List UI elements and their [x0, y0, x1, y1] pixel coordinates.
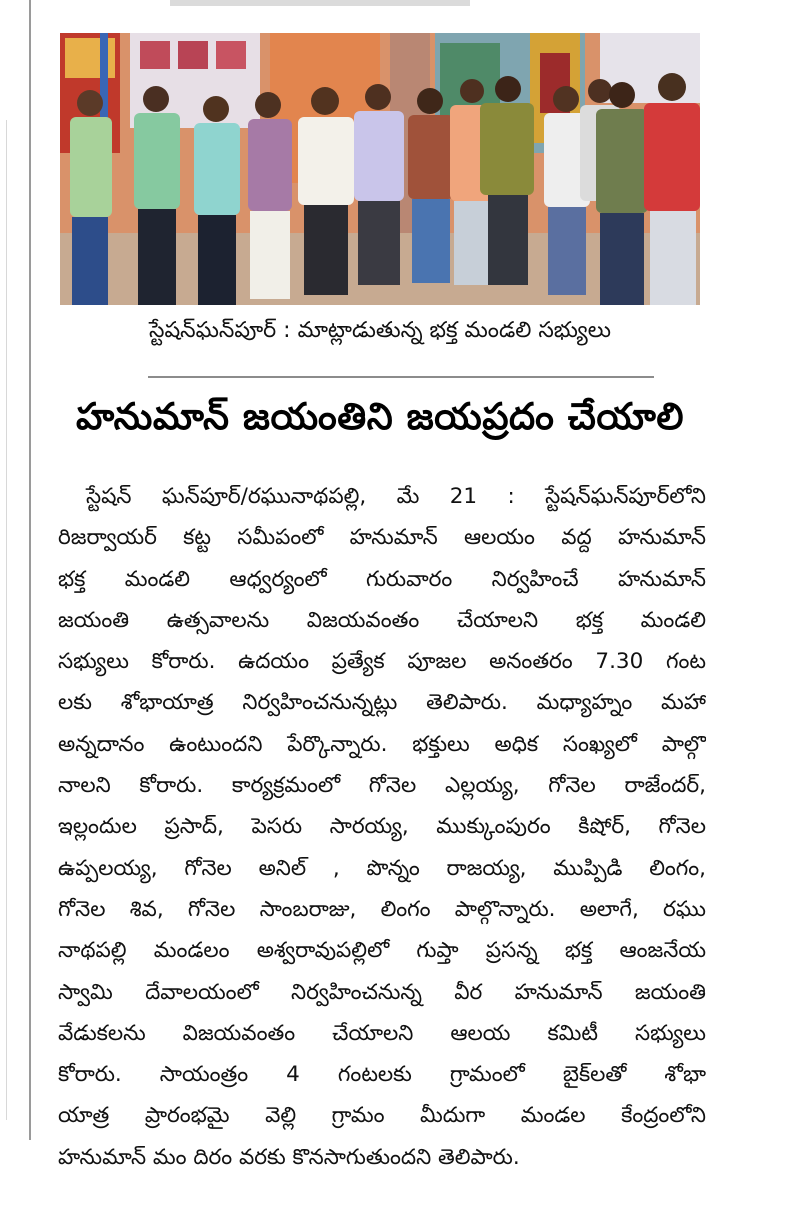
- body-line: నాథపల్లి మండలం అశ్వరావుపల్లిలో గుప్తా ప్రసన్న భక్త ఆంజనేయ: [58, 938, 706, 964]
- body-line: ఇల్లందుల ప్రసాద్, పెసరు సారయ్య, ముక్కుంపురం కిషోర్, గోనెల: [58, 814, 706, 840]
- body-line: యాత్ర ప్రారంభమై వెల్లి గ్రామం మీదుగా మండల కేంద్రంలోని: [58, 1103, 706, 1129]
- body-line: వేడుకలను విజయవంతం చేయాలని ఆలయ కమిటీ సభ్యులు: [58, 1020, 706, 1046]
- caption-divider: [148, 376, 654, 378]
- body-line: లకు శోభాయాత్ర నిర్వహించనున్నట్లు తెలిపారు. మధ్యాహ్నం మహా: [58, 690, 706, 716]
- body-line: నాలని కోరారు. కార్యక్రమంలో గోనెల ఎల్లయ్య, గోనెల రాజేందర్,: [58, 773, 706, 799]
- article-body: [58, 476, 706, 1178]
- news-photo: [60, 33, 700, 305]
- body-line: రిజర్వాయర్ కట్ట సమీపంలో హనుమాన్ ఆలయం వద్ద హనుమాన్: [58, 525, 706, 551]
- column-edge-line: [6, 120, 7, 1120]
- previous-article-fragment: [170, 0, 470, 6]
- body-line: అన్నదానం ఉంటుందని పేర్కొన్నారు. భక్తులు అధిక సంఖ్యలో పాల్గొ: [58, 731, 706, 757]
- article-headline: హనుమాన్ జయంతిని జయప్రదం చేయాలి: [76, 395, 684, 438]
- body-line: భక్త మండలి ఆధ్వర్యంలో గురువారం నిర్వహించే హనుమాన్: [58, 566, 706, 592]
- body-line: సభ్యులు కోరారు. ఉదయం ప్రత్యేక పూజల అనంతరం 7.30 గంట: [58, 649, 706, 675]
- body-line: కోరారు. సాయంత్రం 4 గంటలకు గ్రామంలో బైక్‌లతో శోభా: [58, 1062, 706, 1088]
- body-line: ఉప్పలయ్య, గోనెల అనిల్ , పొన్నం రాజయ్య, ముప్పిడి లింగం,: [58, 855, 706, 881]
- body-line: జయంతి ఉత్సవాలను విజయవంతం చేయాలని భక్త మండలి: [58, 607, 706, 633]
- photo-caption: స్టేషన్‌ఘన్‌పూర్ : మాట్లాడుతున్న భక్త మండలి సభ్యులు: [149, 318, 611, 343]
- body-line: స్టేషన్ ఘన్‌పూర్/రఘునాథపల్లి, మే 21 : స్టేషన్‌ఘన్‌పూర్‌లోని: [86, 484, 706, 509]
- body-line: హనుమాన్ మం దిరం వరకు కొనసాగుతుందని తెలిపారు.: [58, 1144, 520, 1170]
- body-line: స్వామి దేవాలయంలో నిర్వహించనున్న వీర హనుమాన్ జయంతి: [58, 979, 706, 1005]
- column-divider: [29, 0, 31, 1140]
- body-line: గోనెల శివ, గోనెల సాంబరాజు, లింగం పాల్గొన్నారు. అలాగే, రఘు: [58, 896, 706, 922]
